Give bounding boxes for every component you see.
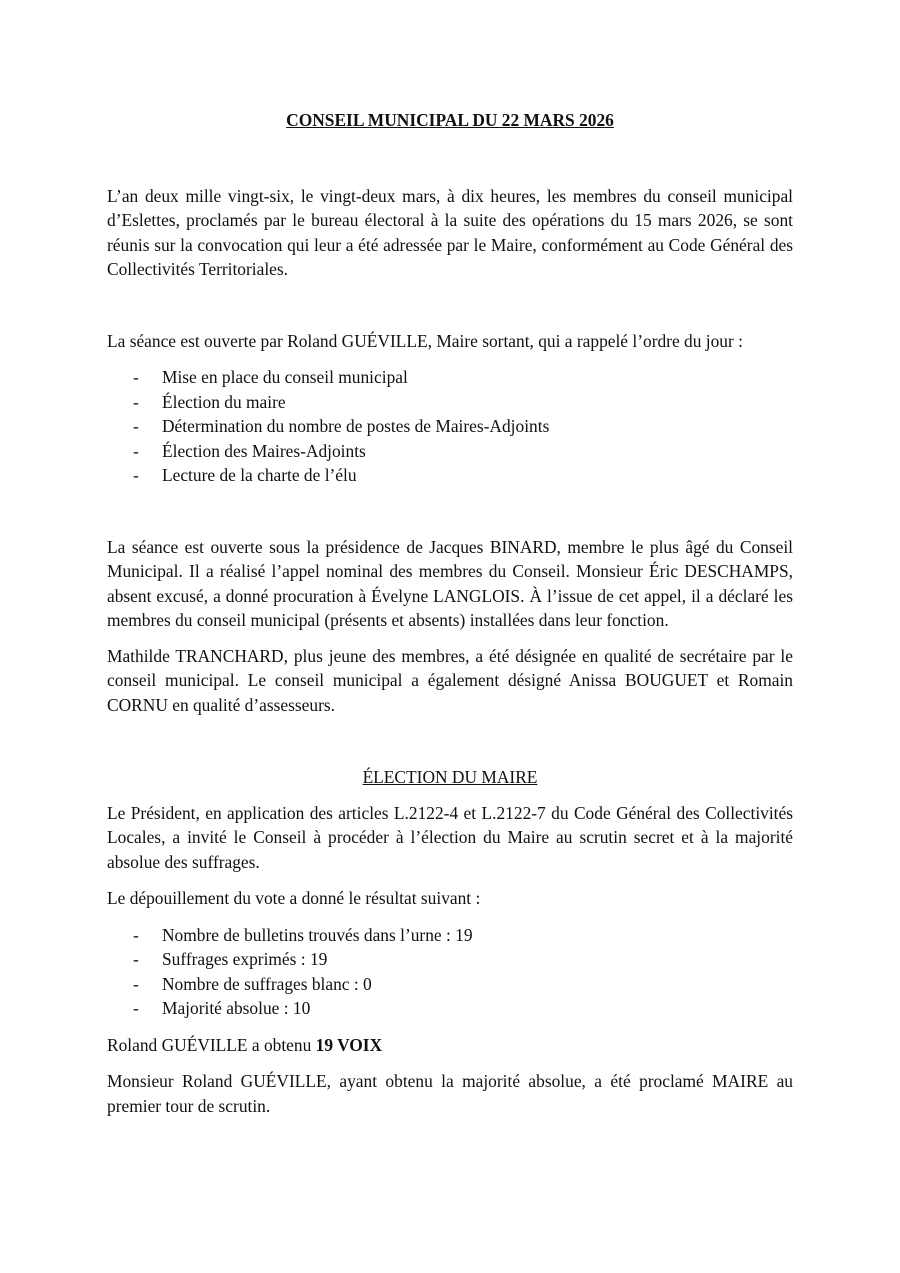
dash-marker: -: [133, 391, 139, 412]
list-item: [107, 414, 793, 439]
votes-obtained-prefix: Roland GUÉVILLE a obtenu: [107, 1034, 316, 1055]
presidence-paragraph: La séance est ouverte sous la présidence de Jacques BINARD, membre le plus âgé du Conseil Municipal. Il a réalisé l’appel nominal des membres du Conseil. Monsieur Éric DESCHAMPS, absent excusé, a donné procuration à Évelyne LANGLOIS. À l’issue de cet appel, il a déclaré les membres du conseil municipal (présents et absents) installées dans leur fonction.: [107, 536, 793, 630]
list-item: [107, 972, 793, 997]
dash-marker: -: [133, 973, 139, 994]
result-item-text: Nombre de suffrages blanc : 0: [162, 973, 372, 994]
dash-marker: -: [133, 465, 139, 485]
list-item: [107, 923, 793, 948]
document-title: CONSEIL MUNICIPAL DU 22 MARS 2026: [286, 110, 614, 130]
intro-paragraph: L’an deux mille vingt-six, le vingt-deux mars, à dix heures, les membres du conseil municipal d’Eslettes, proclamés par le bureau électoral à la suite des opérations du 15 mars 2026, se sont réunis sur la convocation qui leur a été adressée par le Maire, conformément au Code Général des Collectivités Territoriales.: [107, 185, 793, 279]
seance-opened-paragraph: La séance est ouverte par Roland GUÉVILLE, Maire sortant, qui a rappelé l’ordre du jour :: [107, 330, 743, 351]
agenda-item-text: Lecture de la charte de l’élu: [162, 465, 357, 485]
list-item: [107, 996, 793, 1021]
agenda-item-text: Élection du maire: [162, 391, 286, 412]
secretaire-paragraph: Mathilde TRANCHARD, plus jeune des membres, a été désignée en qualité de secrétaire par le conseil municipal. Le conseil municipal a également désigné Anissa BOUGUET et Romain CORNU en qualité d’assesseurs.: [107, 645, 793, 715]
depouillement-paragraph: Le dépouillement du vote a donné le résultat suivant :: [107, 888, 481, 908]
election-maire-heading: ÉLECTION DU MAIRE: [362, 767, 538, 787]
agenda-item-text: Élection des Maires-Adjoints: [162, 440, 366, 461]
votes-count: 19 VOIX: [315, 1034, 383, 1055]
list-item: [107, 947, 793, 972]
dash-marker: -: [133, 440, 139, 461]
agenda-item-text: Mise en place du conseil municipal: [162, 367, 408, 387]
list-item: [107, 439, 793, 464]
dash-marker: -: [133, 416, 139, 436]
dash-marker: -: [133, 924, 139, 945]
proclamation-paragraph: Monsieur Roland GUÉVILLE, ayant obtenu la majorité absolue, a été proclamé MAIRE au premier tour de scrutin.: [107, 1071, 793, 1116]
result-item-text: Nombre de bulletins trouvés dans l’urne : 19: [162, 924, 473, 945]
results-list: [107, 923, 793, 1021]
list-item: [107, 390, 793, 415]
articles-paragraph: Le Président, en application des articles L.2122-4 et L.2122-7 du Code Général des Collectivités Locales, a invité le Conseil à procéder à l’élection du Maire au scrutin secret et à la majorité absolue des suffrages.: [107, 802, 793, 872]
votes-obtained-line: [107, 1033, 793, 1058]
list-item: [107, 365, 793, 390]
result-item-text: Majorité absolue : 10: [162, 998, 311, 1018]
agenda-list: [107, 365, 793, 488]
dash-marker: -: [133, 998, 139, 1018]
result-item-text: Suffrages exprimés : 19: [162, 949, 328, 969]
list-item: [107, 463, 793, 488]
agenda-item-text: Détermination du nombre de postes de Maires-Adjoints: [162, 416, 550, 436]
dash-marker: -: [133, 367, 139, 387]
dash-marker: -: [133, 949, 139, 969]
